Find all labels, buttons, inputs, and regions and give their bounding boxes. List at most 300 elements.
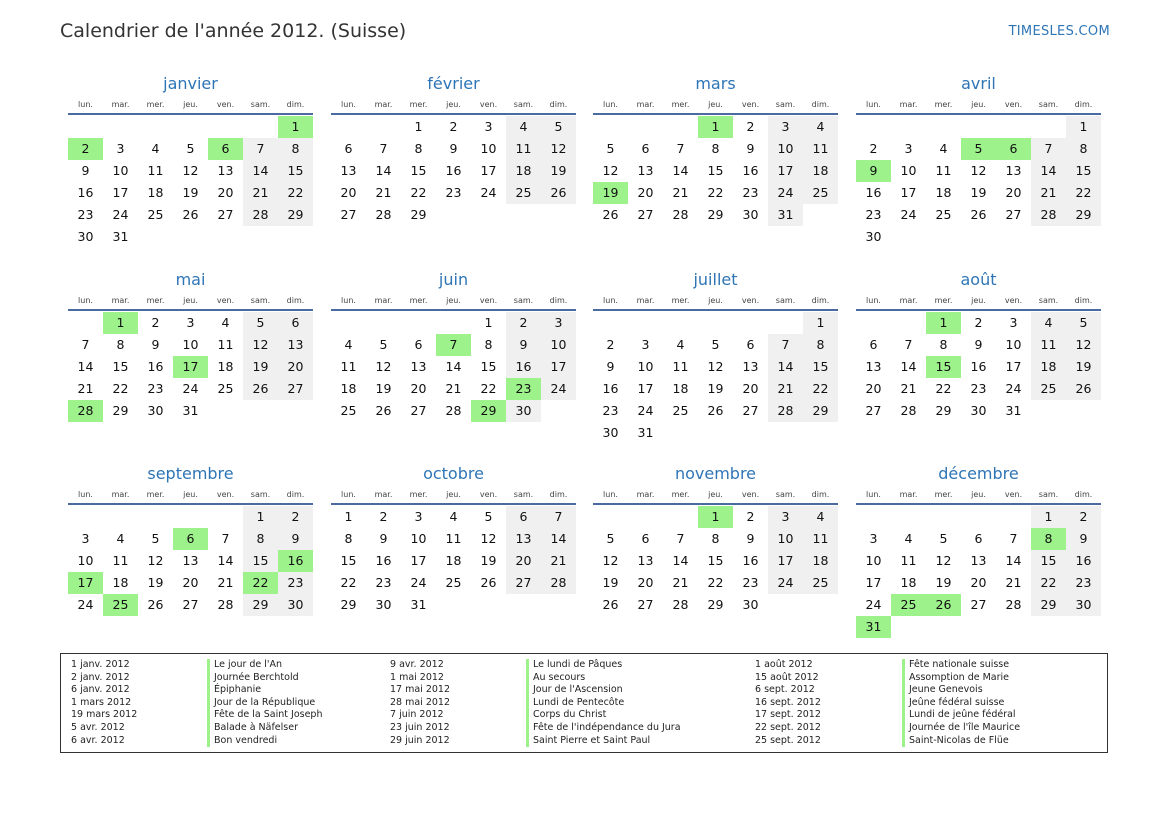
day-cell[interactable]: 3 — [414, 509, 423, 524]
day-cell[interactable]: 23 — [970, 381, 987, 396]
day-cell[interactable]: 12 — [1066, 334, 1101, 356]
day-cell[interactable]: 17 — [1005, 359, 1022, 374]
day-cell[interactable]: 19 — [375, 381, 392, 396]
holiday-day[interactable]: 17 — [68, 572, 103, 594]
day-cell[interactable]: 27 — [742, 403, 759, 418]
day-cell[interactable]: 30 — [970, 403, 987, 418]
day-cell[interactable]: 23 — [865, 207, 882, 222]
day-cell[interactable]: 11 — [803, 138, 838, 160]
day-cell[interactable]: 20 — [182, 575, 199, 590]
day-cell[interactable]: 24 — [410, 575, 427, 590]
brand-link[interactable]: TIMESLES.COM — [1008, 24, 1110, 39]
day-cell[interactable]: 29 — [707, 597, 724, 612]
day-cell[interactable]: 30 — [742, 207, 759, 222]
day-cell[interactable]: 24 — [1005, 381, 1022, 396]
day-cell[interactable]: 2 — [278, 506, 313, 528]
day-cell[interactable]: 16 — [602, 381, 619, 396]
day-cell[interactable]: 13 — [865, 359, 882, 374]
day-cell[interactable]: 16 — [77, 185, 94, 200]
day-cell[interactable]: 16 — [375, 553, 392, 568]
day-cell[interactable]: 8 — [711, 141, 720, 156]
day-cell[interactable]: 23 — [742, 575, 759, 590]
day-cell[interactable]: 31 — [410, 597, 427, 612]
day-cell[interactable]: 20 — [637, 575, 654, 590]
day-cell[interactable]: 18 — [935, 185, 952, 200]
day-cell[interactable]: 4 — [344, 337, 353, 352]
day-cell[interactable]: 22 — [112, 381, 129, 396]
day-cell[interactable]: 18 — [1031, 356, 1066, 378]
day-cell[interactable]: 3 — [81, 531, 90, 546]
day-cell[interactable]: 8 — [414, 141, 423, 156]
holiday-day[interactable]: 1 — [698, 116, 733, 138]
day-cell[interactable]: 28 — [243, 204, 278, 226]
day-cell[interactable]: 27 — [865, 403, 882, 418]
day-cell[interactable]: 21 — [77, 381, 94, 396]
day-cell[interactable]: 10 — [77, 553, 94, 568]
day-cell[interactable]: 4 — [803, 506, 838, 528]
holiday-day[interactable]: 9 — [856, 160, 891, 182]
day-cell[interactable]: 7 — [243, 138, 278, 160]
day-cell[interactable]: 15 — [278, 160, 313, 182]
day-cell[interactable]: 30 — [278, 594, 313, 616]
day-cell[interactable]: 7 — [81, 337, 90, 352]
day-cell[interactable]: 23 — [742, 185, 759, 200]
day-cell[interactable]: 27 — [340, 207, 357, 222]
day-cell[interactable]: 22 — [707, 575, 724, 590]
day-cell[interactable]: 14 — [445, 359, 462, 374]
day-cell[interactable]: 8 — [1066, 138, 1101, 160]
day-cell[interactable]: 23 — [445, 185, 462, 200]
day-cell[interactable]: 5 — [186, 141, 195, 156]
day-cell[interactable]: 2 — [506, 312, 541, 334]
day-cell[interactable]: 18 — [340, 381, 357, 396]
holiday-day[interactable]: 23 — [506, 378, 541, 400]
day-cell[interactable]: 9 — [449, 141, 458, 156]
holiday-day[interactable]: 19 — [593, 182, 628, 204]
day-cell[interactable]: 6 — [746, 337, 755, 352]
holiday-day[interactable]: 31 — [856, 616, 891, 638]
day-cell[interactable]: 12 — [375, 359, 392, 374]
day-cell[interactable]: 1 — [484, 315, 493, 330]
day-cell[interactable]: 25 — [217, 381, 234, 396]
day-cell[interactable]: 5 — [541, 116, 576, 138]
day-cell[interactable]: 9 — [606, 359, 615, 374]
holiday-day[interactable]: 2 — [68, 138, 103, 160]
day-cell[interactable]: 15 — [243, 550, 278, 572]
day-cell[interactable]: 7 — [1031, 138, 1066, 160]
day-cell[interactable]: 26 — [147, 597, 164, 612]
day-cell[interactable]: 7 — [379, 141, 388, 156]
day-cell[interactable]: 29 — [1031, 594, 1066, 616]
day-cell[interactable]: 3 — [186, 315, 195, 330]
day-cell[interactable]: 4 — [116, 531, 125, 546]
day-cell[interactable]: 10 — [480, 141, 497, 156]
day-cell[interactable]: 10 — [768, 138, 803, 160]
day-cell[interactable]: 28 — [375, 207, 392, 222]
day-cell[interactable]: 19 — [602, 575, 619, 590]
day-cell[interactable]: 24 — [900, 207, 917, 222]
day-cell[interactable]: 2 — [974, 315, 983, 330]
day-cell[interactable]: 5 — [606, 531, 615, 546]
day-cell[interactable]: 12 — [935, 553, 952, 568]
day-cell[interactable]: 21 — [217, 575, 234, 590]
day-cell[interactable]: 3 — [116, 141, 125, 156]
day-cell[interactable]: 20 — [340, 185, 357, 200]
day-cell[interactable]: 24 — [768, 182, 803, 204]
holiday-day[interactable]: 6 — [208, 138, 243, 160]
day-cell[interactable]: 1 — [344, 509, 353, 524]
day-cell[interactable]: 30 — [1066, 594, 1101, 616]
day-cell[interactable]: 4 — [904, 531, 913, 546]
day-cell[interactable]: 20 — [217, 185, 234, 200]
day-cell[interactable]: 13 — [742, 359, 759, 374]
day-cell[interactable]: 22 — [707, 185, 724, 200]
day-cell[interactable]: 13 — [278, 334, 313, 356]
day-cell[interactable]: 31 — [637, 425, 654, 440]
day-cell[interactable]: 22 — [1066, 182, 1101, 204]
day-cell[interactable]: 17 — [410, 553, 427, 568]
day-cell[interactable]: 30 — [375, 597, 392, 612]
day-cell[interactable]: 19 — [1066, 356, 1101, 378]
day-cell[interactable]: 3 — [768, 116, 803, 138]
day-cell[interactable]: 12 — [243, 334, 278, 356]
day-cell[interactable]: 15 — [803, 356, 838, 378]
day-cell[interactable]: 28 — [1031, 204, 1066, 226]
day-cell[interactable]: 8 — [243, 528, 278, 550]
day-cell[interactable]: 24 — [182, 381, 199, 396]
day-cell[interactable]: 10 — [182, 337, 199, 352]
day-cell[interactable]: 15 — [480, 359, 497, 374]
day-cell[interactable]: 27 — [410, 403, 427, 418]
day-cell[interactable]: 9 — [379, 531, 388, 546]
day-cell[interactable]: 23 — [278, 572, 313, 594]
day-cell[interactable]: 18 — [112, 575, 129, 590]
day-cell[interactable]: 3 — [641, 337, 650, 352]
day-cell[interactable]: 12 — [182, 163, 199, 178]
day-cell[interactable]: 6 — [641, 141, 650, 156]
day-cell[interactable]: 29 — [410, 207, 427, 222]
day-cell[interactable]: 10 — [112, 163, 129, 178]
day-cell[interactable]: 27 — [217, 207, 234, 222]
holiday-day[interactable]: 22 — [243, 572, 278, 594]
day-cell[interactable]: 13 — [340, 163, 357, 178]
day-cell[interactable]: 31 — [1005, 403, 1022, 418]
day-cell[interactable]: 30 — [865, 229, 882, 244]
day-cell[interactable]: 3 — [484, 119, 493, 134]
day-cell[interactable]: 15 — [112, 359, 129, 374]
day-cell[interactable]: 26 — [375, 403, 392, 418]
day-cell[interactable]: 29 — [278, 204, 313, 226]
day-cell[interactable]: 8 — [711, 531, 720, 546]
day-cell[interactable]: 27 — [182, 597, 199, 612]
day-cell[interactable]: 25 — [803, 572, 838, 594]
day-cell[interactable]: 18 — [672, 381, 689, 396]
day-cell[interactable]: 9 — [974, 337, 983, 352]
day-cell[interactable]: 4 — [151, 141, 160, 156]
day-cell[interactable]: 16 — [506, 356, 541, 378]
day-cell[interactable]: 12 — [541, 138, 576, 160]
holiday-day[interactable]: 1 — [278, 116, 313, 138]
day-cell[interactable]: 2 — [746, 509, 755, 524]
day-cell[interactable]: 23 — [602, 403, 619, 418]
day-cell[interactable]: 6 — [974, 531, 983, 546]
day-cell[interactable]: 28 — [768, 400, 803, 422]
day-cell[interactable]: 27 — [970, 597, 987, 612]
day-cell[interactable]: 12 — [147, 553, 164, 568]
day-cell[interactable]: 22 — [410, 185, 427, 200]
day-cell[interactable]: 26 — [602, 597, 619, 612]
day-cell[interactable]: 15 — [707, 553, 724, 568]
day-cell[interactable]: 29 — [707, 207, 724, 222]
day-cell[interactable]: 16 — [742, 553, 759, 568]
day-cell[interactable]: 2 — [869, 141, 878, 156]
day-cell[interactable]: 18 — [900, 575, 917, 590]
day-cell[interactable]: 11 — [672, 359, 689, 374]
day-cell[interactable]: 24 — [112, 207, 129, 222]
day-cell[interactable]: 30 — [506, 400, 541, 422]
day-cell[interactable]: 31 — [112, 229, 129, 244]
day-cell[interactable]: 19 — [970, 185, 987, 200]
day-cell[interactable]: 24 — [865, 597, 882, 612]
holiday-day[interactable]: 25 — [891, 594, 926, 616]
day-cell[interactable]: 8 — [278, 138, 313, 160]
day-cell[interactable]: 3 — [768, 506, 803, 528]
day-cell[interactable]: 8 — [939, 337, 948, 352]
day-cell[interactable]: 23 — [1066, 572, 1101, 594]
day-cell[interactable]: 5 — [243, 312, 278, 334]
day-cell[interactable]: 27 — [1005, 207, 1022, 222]
day-cell[interactable]: 17 — [637, 381, 654, 396]
day-cell[interactable]: 19 — [480, 553, 497, 568]
day-cell[interactable]: 9 — [81, 163, 90, 178]
holiday-day[interactable]: 1 — [103, 312, 138, 334]
day-cell[interactable]: 13 — [182, 553, 199, 568]
day-cell[interactable]: 31 — [768, 204, 803, 226]
day-cell[interactable]: 30 — [77, 229, 94, 244]
day-cell[interactable]: 8 — [803, 334, 838, 356]
day-cell[interactable]: 4 — [449, 509, 458, 524]
day-cell[interactable]: 12 — [970, 163, 987, 178]
day-cell[interactable]: 14 — [768, 356, 803, 378]
day-cell[interactable]: 9 — [1066, 528, 1101, 550]
day-cell[interactable]: 11 — [217, 337, 234, 352]
day-cell[interactable]: 13 — [970, 553, 987, 568]
day-cell[interactable]: 2 — [151, 315, 160, 330]
day-cell[interactable]: 2 — [746, 119, 755, 134]
day-cell[interactable]: 29 — [112, 403, 129, 418]
day-cell[interactable]: 20 — [410, 381, 427, 396]
day-cell[interactable]: 16 — [865, 185, 882, 200]
day-cell[interactable]: 23 — [375, 575, 392, 590]
day-cell[interactable]: 23 — [147, 381, 164, 396]
day-cell[interactable]: 1 — [1031, 506, 1066, 528]
holiday-day[interactable]: 6 — [996, 138, 1031, 160]
day-cell[interactable]: 7 — [676, 141, 685, 156]
holiday-day[interactable]: 1 — [926, 312, 961, 334]
day-cell[interactable]: 14 — [541, 528, 576, 550]
day-cell[interactable]: 28 — [1005, 597, 1022, 612]
day-cell[interactable]: 20 — [1005, 185, 1022, 200]
day-cell[interactable]: 27 — [506, 572, 541, 594]
day-cell[interactable]: 19 — [935, 575, 952, 590]
day-cell[interactable]: 15 — [340, 553, 357, 568]
day-cell[interactable]: 21 — [768, 378, 803, 400]
day-cell[interactable]: 16 — [1066, 550, 1101, 572]
day-cell[interactable]: 1 — [1066, 116, 1101, 138]
day-cell[interactable]: 11 — [112, 553, 129, 568]
day-cell[interactable]: 4 — [939, 141, 948, 156]
day-cell[interactable]: 11 — [445, 531, 462, 546]
day-cell[interactable]: 19 — [182, 185, 199, 200]
day-cell[interactable]: 30 — [602, 425, 619, 440]
day-cell[interactable]: 6 — [869, 337, 878, 352]
day-cell[interactable]: 7 — [676, 531, 685, 546]
day-cell[interactable]: 21 — [243, 182, 278, 204]
day-cell[interactable]: 11 — [506, 138, 541, 160]
day-cell[interactable]: 29 — [1066, 204, 1101, 226]
day-cell[interactable]: 6 — [641, 531, 650, 546]
day-cell[interactable]: 28 — [672, 207, 689, 222]
holiday-day[interactable]: 26 — [926, 594, 961, 616]
day-cell[interactable]: 7 — [1009, 531, 1018, 546]
day-cell[interactable]: 24 — [541, 378, 576, 400]
day-cell[interactable]: 14 — [672, 163, 689, 178]
day-cell[interactable]: 7 — [768, 334, 803, 356]
day-cell[interactable]: 15 — [410, 163, 427, 178]
day-cell[interactable]: 25 — [672, 403, 689, 418]
day-cell[interactable]: 26 — [970, 207, 987, 222]
day-cell[interactable]: 21 — [541, 550, 576, 572]
day-cell[interactable]: 25 — [147, 207, 164, 222]
day-cell[interactable]: 31 — [182, 403, 199, 418]
day-cell[interactable]: 28 — [541, 572, 576, 594]
holiday-day[interactable]: 29 — [471, 400, 506, 422]
day-cell[interactable]: 20 — [865, 381, 882, 396]
day-cell[interactable]: 17 — [865, 575, 882, 590]
holiday-day[interactable]: 16 — [278, 550, 313, 572]
day-cell[interactable]: 3 — [541, 312, 576, 334]
day-cell[interactable]: 17 — [112, 185, 129, 200]
day-cell[interactable]: 27 — [637, 597, 654, 612]
day-cell[interactable]: 20 — [742, 381, 759, 396]
day-cell[interactable]: 22 — [935, 381, 952, 396]
day-cell[interactable]: 14 — [375, 163, 392, 178]
holiday-day[interactable]: 1 — [698, 506, 733, 528]
day-cell[interactable]: 29 — [803, 400, 838, 422]
day-cell[interactable]: 24 — [77, 597, 94, 612]
day-cell[interactable]: 4 — [1031, 312, 1066, 334]
day-cell[interactable]: 16 — [970, 359, 987, 374]
day-cell[interactable]: 25 — [340, 403, 357, 418]
day-cell[interactable]: 8 — [484, 337, 493, 352]
holiday-day[interactable]: 8 — [1031, 528, 1066, 550]
day-cell[interactable]: 14 — [217, 553, 234, 568]
day-cell[interactable]: 20 — [970, 575, 987, 590]
day-cell[interactable]: 27 — [637, 207, 654, 222]
day-cell[interactable]: 21 — [1005, 575, 1022, 590]
day-cell[interactable]: 18 — [147, 185, 164, 200]
day-cell[interactable]: 2 — [1066, 506, 1101, 528]
day-cell[interactable]: 26 — [541, 182, 576, 204]
day-cell[interactable]: 26 — [182, 207, 199, 222]
day-cell[interactable]: 17 — [768, 160, 803, 182]
day-cell[interactable]: 4 — [506, 116, 541, 138]
day-cell[interactable]: 27 — [278, 378, 313, 400]
day-cell[interactable]: 10 — [768, 528, 803, 550]
day-cell[interactable]: 14 — [1031, 160, 1066, 182]
day-cell[interactable]: 21 — [445, 381, 462, 396]
day-cell[interactable]: 15 — [1066, 160, 1101, 182]
day-cell[interactable]: 20 — [278, 356, 313, 378]
day-cell[interactable]: 14 — [77, 359, 94, 374]
day-cell[interactable]: 10 — [637, 359, 654, 374]
day-cell[interactable]: 25 — [935, 207, 952, 222]
day-cell[interactable]: 23 — [77, 207, 94, 222]
day-cell[interactable]: 3 — [1009, 315, 1018, 330]
day-cell[interactable]: 21 — [900, 381, 917, 396]
day-cell[interactable]: 4 — [676, 337, 685, 352]
day-cell[interactable]: 26 — [602, 207, 619, 222]
day-cell[interactable]: 6 — [414, 337, 423, 352]
day-cell[interactable]: 4 — [803, 116, 838, 138]
day-cell[interactable]: 11 — [803, 528, 838, 550]
day-cell[interactable]: 24 — [637, 403, 654, 418]
day-cell[interactable]: 4 — [221, 315, 230, 330]
holiday-day[interactable]: 7 — [436, 334, 471, 356]
day-cell[interactable]: 29 — [243, 594, 278, 616]
day-cell[interactable]: 14 — [672, 553, 689, 568]
day-cell[interactable]: 25 — [803, 182, 838, 204]
day-cell[interactable]: 22 — [480, 381, 497, 396]
day-cell[interactable]: 13 — [410, 359, 427, 374]
day-cell[interactable]: 24 — [480, 185, 497, 200]
day-cell[interactable]: 15 — [707, 163, 724, 178]
day-cell[interactable]: 11 — [147, 163, 164, 178]
day-cell[interactable]: 6 — [344, 141, 353, 156]
day-cell[interactable]: 22 — [803, 378, 838, 400]
day-cell[interactable]: 24 — [768, 572, 803, 594]
day-cell[interactable]: 25 — [1031, 378, 1066, 400]
day-cell[interactable]: 14 — [243, 160, 278, 182]
holiday-day[interactable]: 15 — [926, 356, 961, 378]
holiday-day[interactable]: 5 — [961, 138, 996, 160]
day-cell[interactable]: 30 — [147, 403, 164, 418]
day-cell[interactable]: 18 — [803, 550, 838, 572]
day-cell[interactable]: 19 — [541, 160, 576, 182]
holiday-day[interactable]: 25 — [103, 594, 138, 616]
day-cell[interactable]: 17 — [480, 163, 497, 178]
day-cell[interactable]: 11 — [1031, 334, 1066, 356]
day-cell[interactable]: 16 — [742, 163, 759, 178]
day-cell[interactable]: 20 — [637, 185, 654, 200]
day-cell[interactable]: 14 — [900, 359, 917, 374]
day-cell[interactable]: 1 — [414, 119, 423, 134]
day-cell[interactable]: 11 — [900, 553, 917, 568]
day-cell[interactable]: 7 — [221, 531, 230, 546]
day-cell[interactable]: 13 — [1005, 163, 1022, 178]
holiday-day[interactable]: 17 — [173, 356, 208, 378]
day-cell[interactable]: 25 — [445, 575, 462, 590]
day-cell[interactable]: 16 — [147, 359, 164, 374]
day-cell[interactable]: 7 — [541, 506, 576, 528]
day-cell[interactable]: 10 — [1005, 337, 1022, 352]
day-cell[interactable]: 7 — [904, 337, 913, 352]
day-cell[interactable]: 17 — [768, 550, 803, 572]
day-cell[interactable]: 6 — [506, 506, 541, 528]
day-cell[interactable]: 13 — [217, 163, 234, 178]
day-cell[interactable]: 18 — [217, 359, 234, 374]
day-cell[interactable]: 5 — [606, 141, 615, 156]
